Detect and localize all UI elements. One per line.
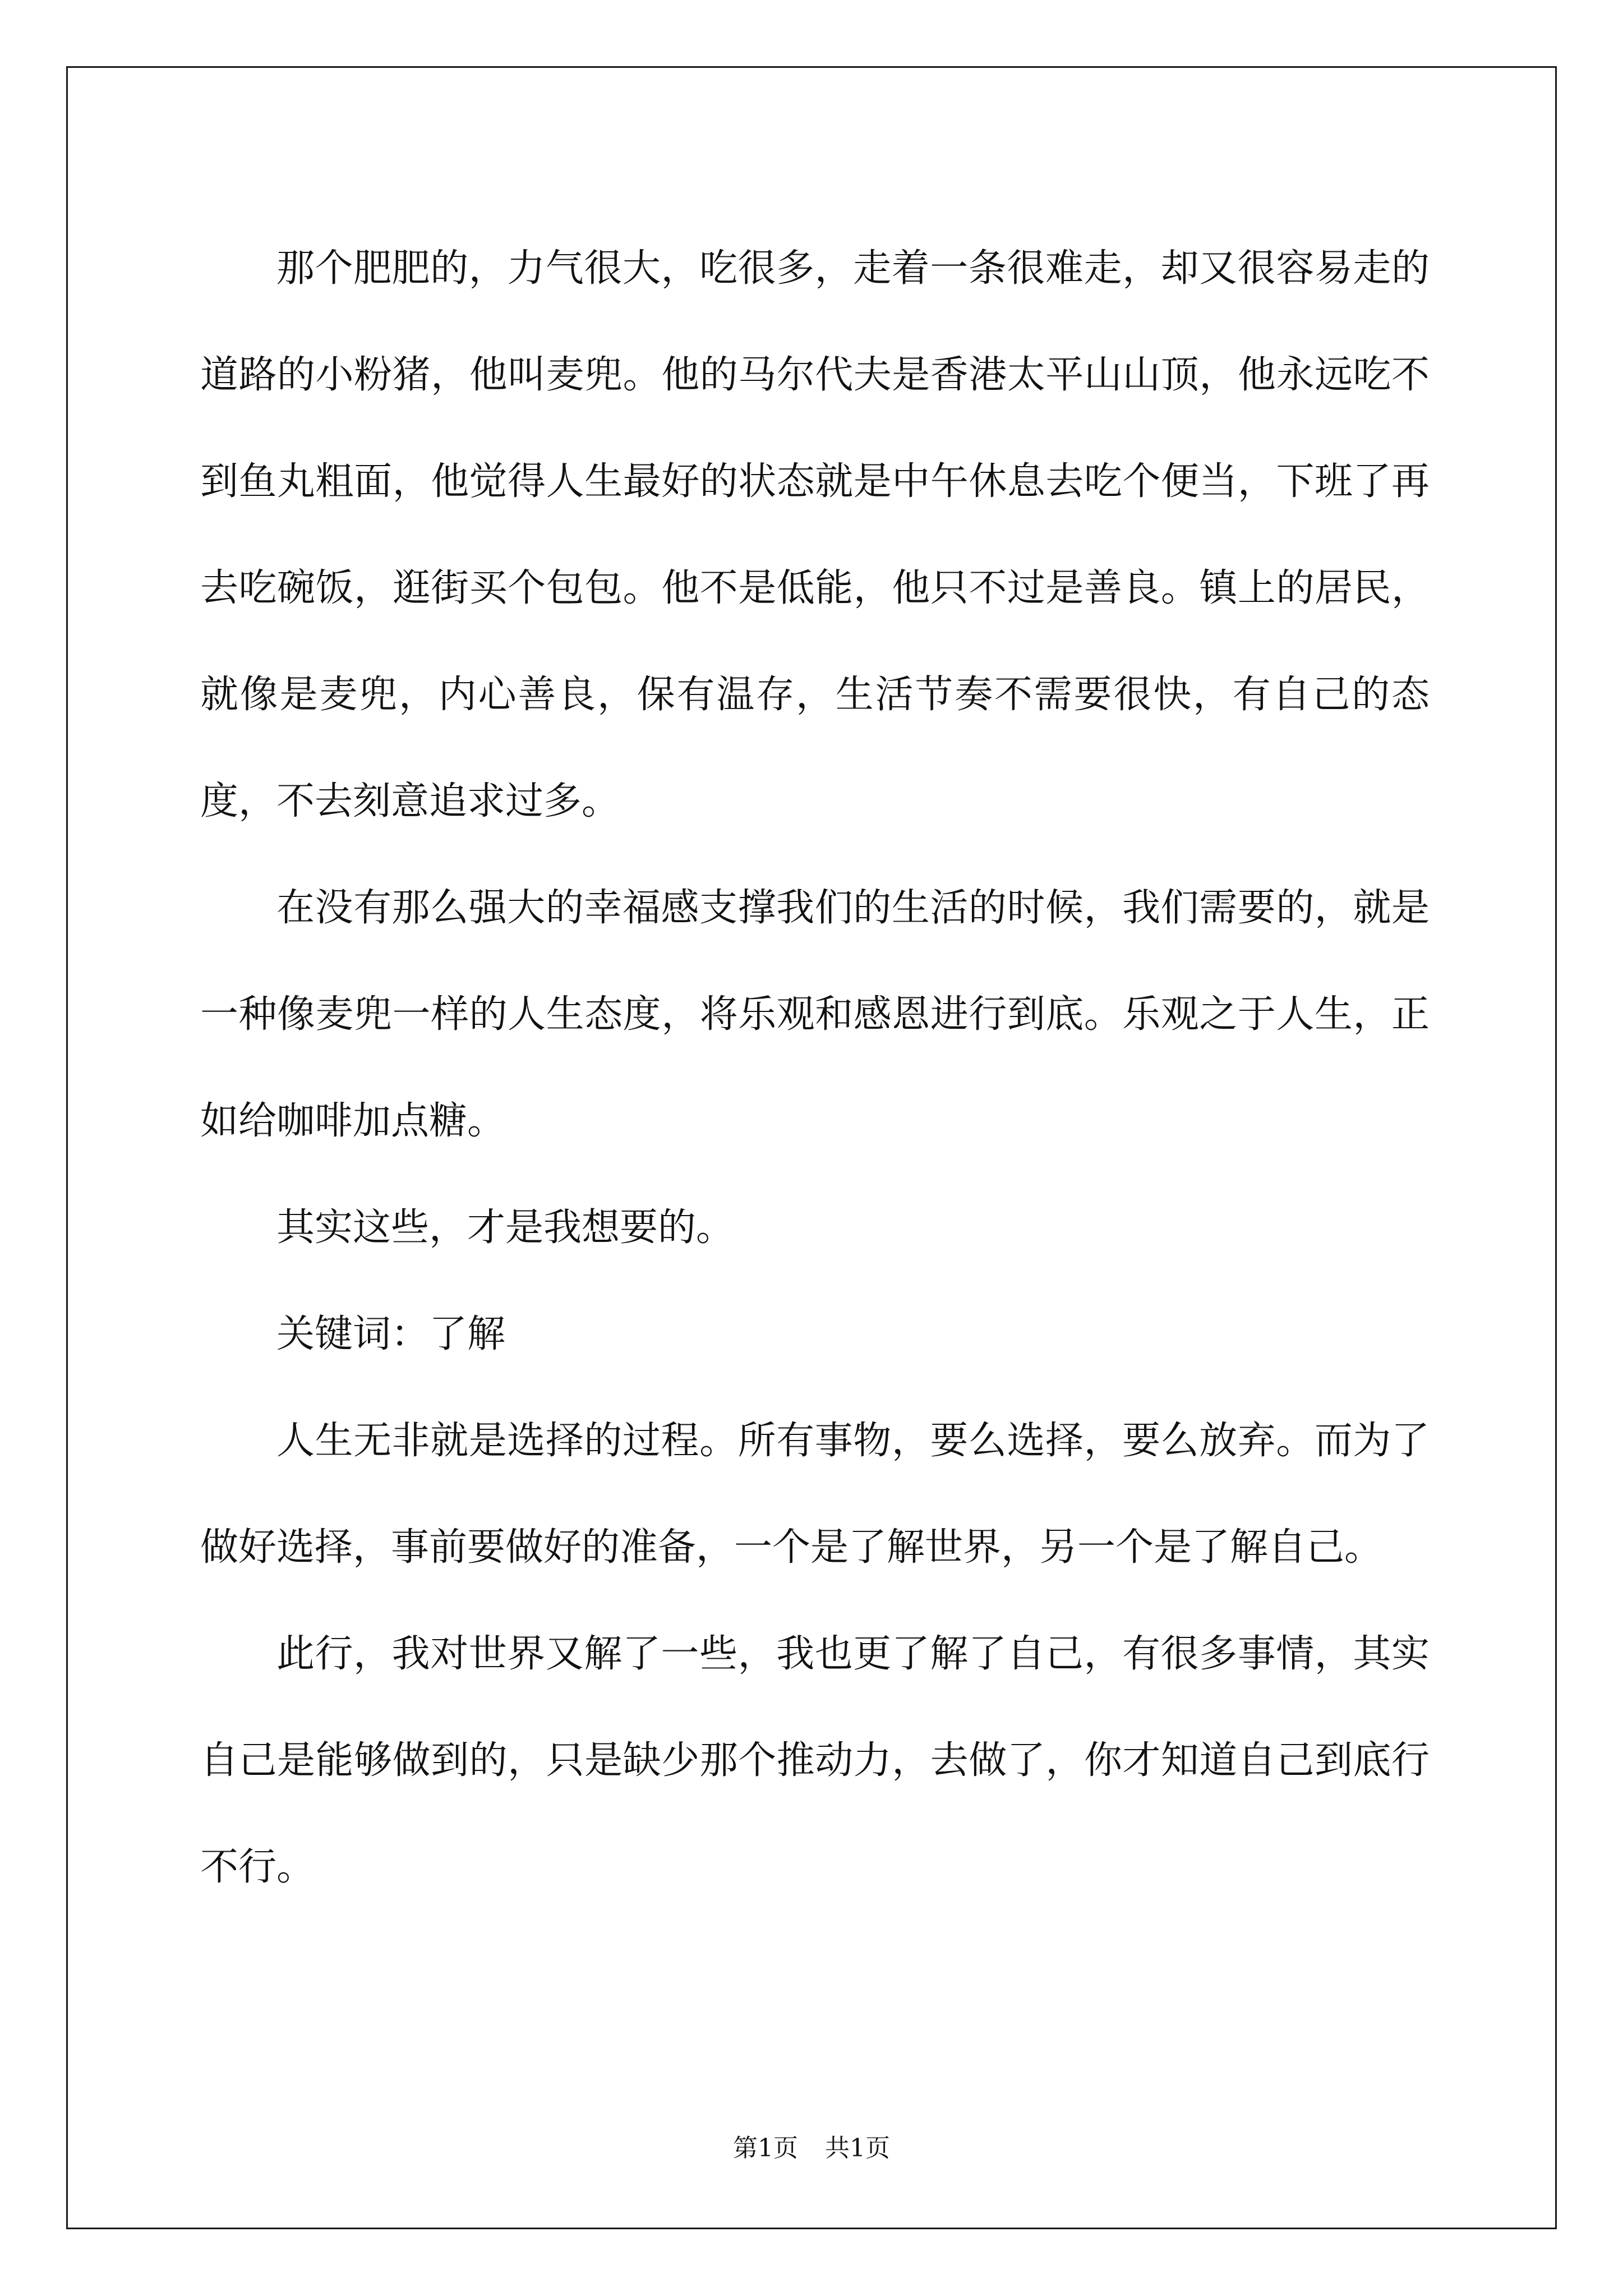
paragraph-5: 人生无非就是选择的过程。所有事物，要么选择，要么放弃。而为了做好选择，事前要做好的准备，一个是了解世界，另一个是了解自己。	[200, 1419, 1430, 1570]
page-number: 第1页	[733, 2134, 798, 2162]
paragraph-3: 其实这些，才是我想要的。	[276, 1205, 735, 1250]
paragraph-6: 此行，我对世界又解了一些，我也更了解了自己，有很多事情，其实自己是能够做到的，只是缺少那个推动力，去做了，你才知道自己到底行不行。	[200, 1632, 1430, 1889]
document-body	[200, 215, 1430, 1921]
paragraph-1: 那个肥肥的，力气很大，吃很多，走着一条很难走，却又很容易走的道路的小粉猪，他叫麦兜。他的马尔代夫是香港太平山山顶，他永远吃不到鱼丸粗面，他觉得人生最好的状态就是中午休息去吃个便当，下班了再去吃碗饭，逛街买个包包。他不是低能，他只不过是善良。镇上的居民，就像是麦兜，内心善良，保有温存，生活节奏不需要很快，有自己的态度，不去刻意追求过多。	[200, 246, 1430, 823]
keyword-line: 关键词：了解	[276, 1312, 506, 1356]
page-footer	[0, 2132, 1623, 2165]
paragraph-2: 在没有那么强大的幸福感支撑我们的生活的时候，我们需要的，就是一种像麦兜一样的人生态度，将乐观和感恩进行到底。乐观之于人生，正如给咖啡加点糖。	[200, 886, 1430, 1143]
page-total: 共1页	[825, 2134, 890, 2162]
